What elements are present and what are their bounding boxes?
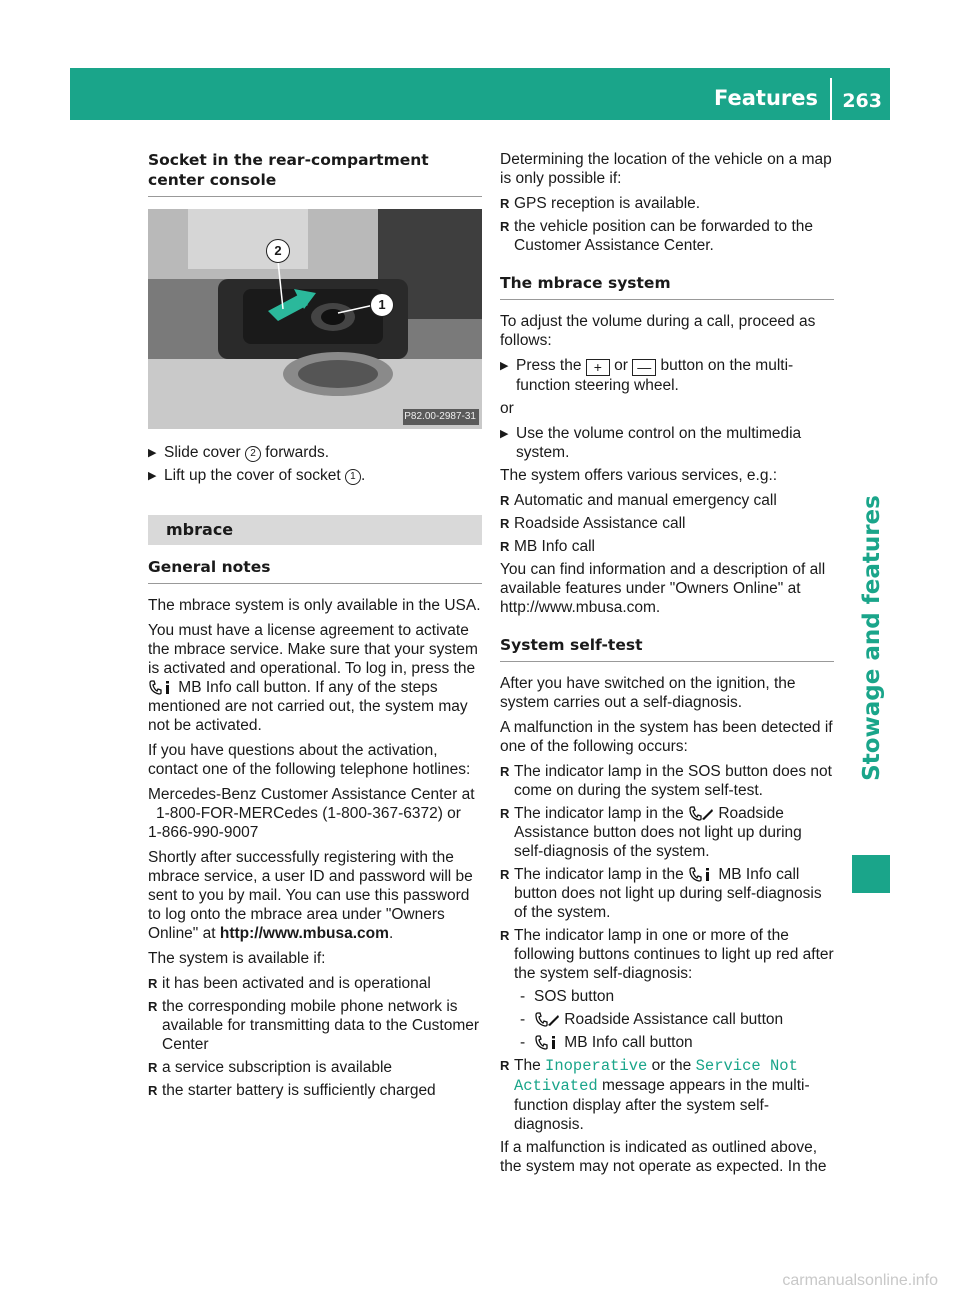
mbusa-link[interactable]: http://www.mbusa.com xyxy=(219,925,389,942)
fault5-pre: The xyxy=(514,1057,546,1074)
fault2-post: Roadside Assistance button does not light up during self-diagnosis of the system. xyxy=(514,805,802,860)
dash-item xyxy=(500,1033,834,1052)
right-column xyxy=(500,150,834,1182)
heading-self-test: System self-test xyxy=(500,635,834,662)
list-item: R The indicator lamp in one or more of the following buttons continues to light up red after the system self-diagnosis: xyxy=(500,926,834,983)
step-press-or: or xyxy=(609,357,633,374)
left-column xyxy=(148,150,482,1104)
para-find-info: You can find information and a description of all available features under "Owners Online" at http://www.mbusa.com. xyxy=(500,561,826,616)
list-item: R the vehicle position can be forwarded to the Customer Assistance Center. xyxy=(500,217,834,255)
step-press-buttons xyxy=(500,356,834,395)
mb-info-icon xyxy=(534,1035,560,1050)
step2-post: . xyxy=(360,467,366,484)
fault5-mid: or the xyxy=(647,1057,696,1074)
dash2-text: Roadside Assistance call button xyxy=(560,1011,784,1028)
fault2-pre: The indicator lamp in the xyxy=(514,805,689,822)
mb-info-icon xyxy=(148,680,174,695)
list-item xyxy=(500,1056,834,1134)
heading-mbrace-system: The mbrace system xyxy=(500,273,834,300)
inoperative-message: Inoperative xyxy=(545,1057,648,1075)
page-number: 263 xyxy=(842,90,882,112)
list-item: R Automatic and manual emergency call xyxy=(500,491,834,510)
step2-pre: Lift up the cover of socket xyxy=(164,467,345,484)
ref-1: 1 xyxy=(345,469,361,485)
para-after-ignition: After you have switched on the ignition, the system carries out a self-diagnosis. xyxy=(500,675,796,711)
callout-2: 2 xyxy=(266,239,290,263)
side-tab-label: Stowage and features xyxy=(859,494,886,781)
list-item: R GPS reception is available. xyxy=(500,194,834,213)
fault3-post: MB Info call button does not light up during self-diagnosis of the system. xyxy=(514,866,822,921)
para-available-if: The system is available if: xyxy=(148,950,326,967)
heading-general-notes: General notes xyxy=(148,557,482,584)
roadside-assistance-icon xyxy=(534,1012,560,1027)
para-last: If a malfunction is indicated as outlined above, the system may not operate as expected. In the xyxy=(500,1139,827,1175)
roadside-assistance-icon xyxy=(688,806,714,821)
step-volume-control: ▶ Use the volume control on the multimedia system. xyxy=(500,424,834,462)
list-item: R a service subscription is available xyxy=(148,1058,482,1077)
step-slide-cover xyxy=(148,443,482,462)
step-lift-cover xyxy=(148,466,482,485)
step1-pre: Slide cover xyxy=(164,444,245,461)
list-item xyxy=(500,804,834,861)
para-services: The system offers various services, e.g.: xyxy=(500,467,778,484)
page-header xyxy=(70,68,890,120)
list-item: R The indicator lamp in the SOS button does not come on during the system self-test. xyxy=(500,762,834,800)
dash3-text: MB Info call button xyxy=(560,1034,693,1051)
heading-socket: Socket in the rear-compartment center console xyxy=(148,150,482,197)
service-not-activated-message: Service Not Activated xyxy=(514,1057,798,1095)
list-item: R it has been activated and is operational xyxy=(148,974,482,993)
header-separator xyxy=(830,78,832,120)
list-item: R Roadside Assistance call xyxy=(500,514,834,533)
callout-1: 1 xyxy=(370,293,394,317)
para-license-post: MB Info call button. If any of the steps mentioned are not carried out, the system may not be activated. xyxy=(148,679,468,734)
dash-item xyxy=(500,1010,834,1029)
plus-button-icon: + xyxy=(586,359,610,376)
mb-info-icon xyxy=(688,867,714,882)
hotline-line1: Mercedes-Benz Customer Assistance Center at xyxy=(148,786,475,803)
hotline-line2: 1-800-FOR-MERCedes (1-800-367-6372) or xyxy=(156,805,461,822)
dash-item: - SOS button xyxy=(500,987,834,1006)
para-license-pre: You must have a license agreement to activate the mbrace service. Make sure that your system is activated and operational. To log in, press the xyxy=(148,622,478,677)
header-title: Features xyxy=(714,86,818,110)
para-malfunction: A malfunction in the system has been detected if one of the following occurs: xyxy=(500,719,833,755)
hotline-line3: 1-866-990-9007 xyxy=(148,824,259,841)
or-text: or xyxy=(500,400,514,417)
side-chapter-tab xyxy=(852,445,892,830)
fault3-pre: The indicator lamp in the xyxy=(514,866,689,883)
step-press-pre: Press the xyxy=(516,357,586,374)
para-questions: If you have questions about the activation, contact one of the following telephone hotlines: xyxy=(148,742,471,778)
section-mbrace: mbrace xyxy=(148,515,482,545)
step-press-post: button on the multi-function steering wheel. xyxy=(516,357,794,394)
list-item: R the corresponding mobile phone network is available for transmitting data to the Customer Center xyxy=(148,997,482,1054)
side-marker xyxy=(852,855,890,893)
para-location: Determining the location of the vehicle on a map is only possible if: xyxy=(500,151,832,187)
list-item xyxy=(500,865,834,922)
para-registering xyxy=(148,848,482,943)
para-hotlines xyxy=(148,785,482,842)
ref-2: 2 xyxy=(245,446,261,462)
para-license xyxy=(148,621,482,735)
para-volume: To adjust the volume during a call, proceed as follows: xyxy=(500,313,816,349)
watermark: carmanualsonline.info xyxy=(782,1272,938,1289)
step1-post: forwards. xyxy=(260,444,330,461)
fault5-post: message appears in the multi-function display after the system self-diagnosis. xyxy=(514,1077,810,1133)
para-registering-pre: Shortly after successfully registering with the mbrace service, a user ID and password will be sent to you by mail. You can use this password to log onto the mbrace area under "Owners Online" at xyxy=(148,849,473,942)
socket-photo-illustration xyxy=(148,209,482,429)
list-item: R the starter battery is sufficiently charged xyxy=(148,1081,482,1100)
list-item: R MB Info call xyxy=(500,537,834,556)
photo-code: P82.00-2987-31 xyxy=(404,411,476,422)
minus-button-icon: — xyxy=(632,359,656,376)
socket-photo xyxy=(148,209,482,429)
para-registering-post: . xyxy=(388,925,394,942)
para-usa: The mbrace system is only available in the USA. xyxy=(148,597,481,614)
